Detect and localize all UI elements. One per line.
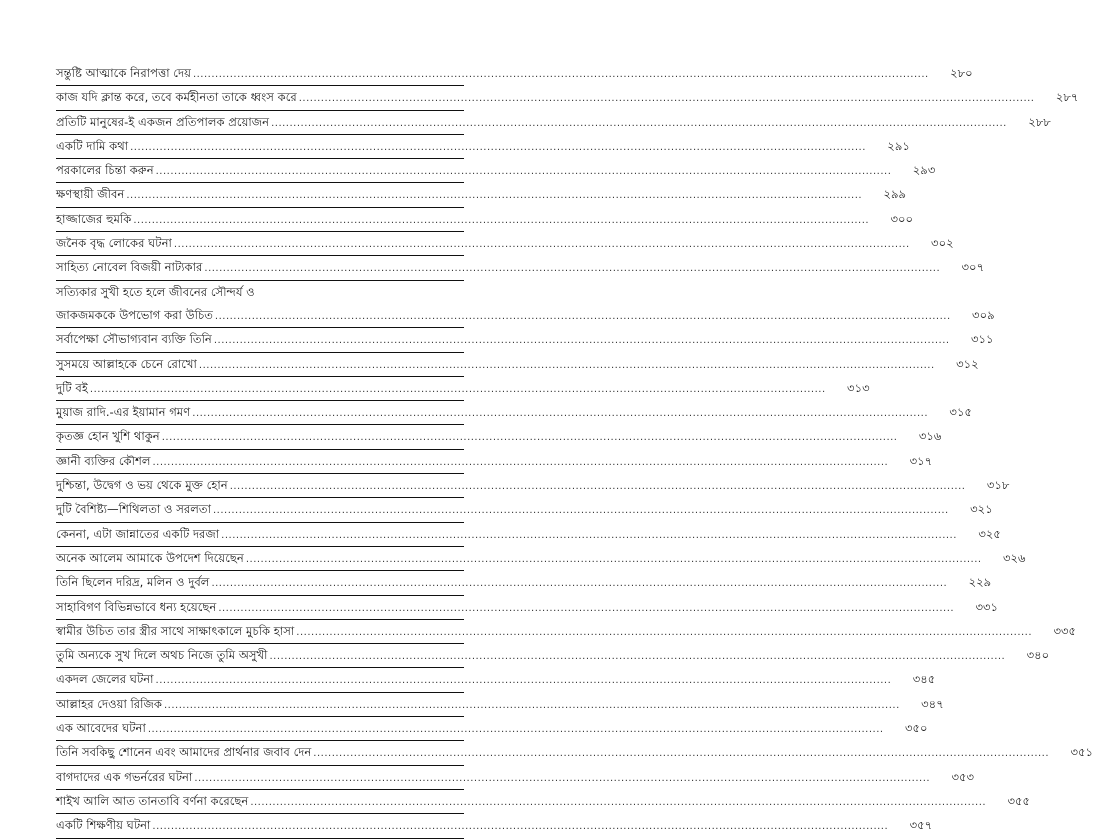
toc-entry xyxy=(56,256,985,280)
toc-entry xyxy=(56,208,914,232)
toc-entry xyxy=(56,766,975,790)
toc-entry-page-number: ২৯১ xyxy=(887,138,910,153)
dot-leader: ........................................................................................................................................................................................................ xyxy=(133,214,870,226)
dot-leader: ........................................................................................................................................................................................................ xyxy=(194,772,931,784)
dot-leader: ........................................................................................................................................................................................................ xyxy=(164,699,900,711)
toc-entry-title: কেননা, এটা জান্নাতের একটি দরজা xyxy=(56,526,220,541)
toc-entry xyxy=(56,281,464,304)
toc-entry-page-number: ৩৪৭ xyxy=(921,696,944,711)
toc-entry xyxy=(56,644,1050,668)
toc-entry-title: কৃতজ্ঞ হোন খুশি থাকুন xyxy=(56,429,160,444)
toc-entry-title: একটি শিক্ষণীয় ঘটনা xyxy=(56,818,151,833)
toc-entry-title: কাজ যদি ক্লান্ত করে, তবে কর্মহীনতা তাকে ধ্বংস করে xyxy=(56,90,297,105)
toc-entry-title: একটি দামি কথা xyxy=(56,138,129,153)
toc-entry-title: জাকজমককে উপভোগ করা উচিত xyxy=(56,307,213,322)
dot-leader: ........................................................................................................................................................................................................ xyxy=(155,675,892,687)
toc-entry-page-number: ৩১৩ xyxy=(847,380,870,395)
toc-entry-page-number: ৩২৫ xyxy=(978,526,1001,541)
toc-entry-title: অনেক আলেম আমাকে উপদেশ দিয়েছেন xyxy=(56,550,244,565)
dot-leader: ........................................................................................................................................................................................................ xyxy=(192,408,929,420)
dot-leader: ........................................................................................................................................................................................................ xyxy=(212,505,949,517)
toc-entry xyxy=(56,547,1026,571)
toc-entry-page-number: ২৮৭ xyxy=(1055,90,1079,105)
toc-entry-page-number: ৩০২ xyxy=(931,236,954,251)
toc-entry-page-number: ৩৫৫ xyxy=(1007,793,1031,808)
toc-entry-page-number: ৩০০ xyxy=(890,211,914,226)
toc-entry-page-number: ৩৫১ xyxy=(1070,745,1093,760)
dot-leader: ........................................................................................................................................................................................................ xyxy=(198,359,935,371)
toc-entry-title: সর্বাপেক্ষা সৌভাগ্যবান ব্যক্তি তিনি xyxy=(56,332,212,347)
table-of-contents xyxy=(56,62,1093,839)
dot-leader: ........................................................................................................................................................................................................ xyxy=(250,796,987,808)
toc-entry xyxy=(56,135,910,159)
toc-entry xyxy=(56,232,954,256)
toc-entry-page-number: ৩০৯ xyxy=(972,307,995,322)
toc-entry xyxy=(56,814,933,838)
dot-leader: ........................................................................................................................................................................................................ xyxy=(218,602,955,614)
dot-leader: ........................................................................................................................................................................................................ xyxy=(211,578,948,590)
dot-leader: ........................................................................................................................................................................................................ xyxy=(298,93,1035,105)
dot-leader: ........................................................................................................................................................................................................ xyxy=(271,117,1007,129)
toc-entry-title: ক্ষণস্থায়ী জীবন xyxy=(56,187,125,202)
toc-entry-title: তিনি ছিলেন দরিদ্র, মলিন ও দুর্বল xyxy=(56,575,210,590)
toc-entry-title: দুটি বই xyxy=(56,380,88,395)
toc-entry-page-number: ৩১৬ xyxy=(918,429,942,444)
toc-entry-page-number: ৩৫০ xyxy=(904,721,928,736)
toc-entry-title: একদল জেলের ঘটনা xyxy=(56,672,154,687)
toc-entry-page-number: ২২৯ xyxy=(968,575,992,590)
toc-entry-page-number: ৩৫৩ xyxy=(951,769,975,784)
toc-entry xyxy=(56,620,1077,644)
toc-entry xyxy=(56,183,907,207)
toc-entry-title: প্রতিটি মানুষের-ই একজন প্রতিপালক প্রয়োজন xyxy=(56,114,270,129)
dot-leader: ........................................................................................................................................................................................................ xyxy=(296,626,1033,638)
toc-entry-title: স্বামীর উচিত তার স্ত্রীর সাথে সাক্ষাৎকালে মুচকি হাসা xyxy=(56,623,295,638)
toc-entry xyxy=(56,377,870,401)
toc-entry-title: তিনি সবকিছু শোনেন এবং আমাদের প্রার্থনার জবাব দেন xyxy=(56,745,312,760)
toc-entry-title: হাজ্জাজের হুমকি xyxy=(56,211,132,226)
toc-entry xyxy=(56,790,1031,814)
toc-entry xyxy=(56,741,1093,765)
toc-entry-page-number: ৩২১ xyxy=(970,502,993,517)
dot-leader: ........................................................................................................................................................................................................ xyxy=(126,190,863,202)
dot-leader: ........................................................................................................................................................................................................ xyxy=(152,821,889,833)
toc-entry-page-number: ৩৪০ xyxy=(1026,648,1050,663)
toc-entry-page-number: ২৯৯ xyxy=(883,187,907,202)
toc-entry-page-number: ৩১২ xyxy=(956,356,979,371)
toc-entry xyxy=(56,86,1079,110)
toc-entry-title: শাইখ আলি আত তানতাবি বর্ণনা করেছেন xyxy=(56,793,249,808)
dot-leader: ........................................................................................................................................................................................................ xyxy=(213,335,950,347)
toc-entry-title: বাগদাদের এক গভর্নরের ঘটনা xyxy=(56,769,193,784)
toc-entry-title: জনৈক বৃদ্ধ লোকের ঘটনা xyxy=(56,236,172,251)
toc-entry-page-number: ৩১৭ xyxy=(909,453,933,468)
toc-entry-page-number: ৩৪৫ xyxy=(912,672,936,687)
toc-entry-title: তুমি অন্যকে সুখ দিলে অথচ নিজে তুমি অসুখী xyxy=(56,648,268,663)
dot-leader: ........................................................................................................................................................................................................ xyxy=(89,383,826,395)
toc-entry xyxy=(56,62,973,86)
toc-entry xyxy=(56,353,979,377)
toc-entry-page-number: ৩১৫ xyxy=(949,405,973,420)
toc-entry xyxy=(56,523,1001,547)
toc-entry-page-number: ৩১১ xyxy=(971,332,994,347)
toc-entry xyxy=(56,159,936,183)
toc-entry-title: মুয়াজ রাদি.-এর ইয়ামান গমণ xyxy=(56,405,191,420)
toc-entry-page-number: ৩৩৫ xyxy=(1053,623,1077,638)
toc-entry-title: সন্তুষ্টি আত্মাকে নিরাপত্তা দেয় xyxy=(56,66,191,80)
toc-entry-page-number: ২৮০ xyxy=(950,66,973,80)
toc-entry xyxy=(56,668,936,692)
dot-leader: ........................................................................................................................................................................................................ xyxy=(147,724,884,736)
dot-leader: ........................................................................................................................................................................................................ xyxy=(221,529,957,541)
toc-entry xyxy=(56,474,1010,498)
dot-leader: ........................................................................................................................................................................................................ xyxy=(229,481,966,493)
dot-leader: ........................................................................................................................................................................................................ xyxy=(313,748,1050,760)
toc-entry xyxy=(56,304,995,328)
toc-entry-title: এক আবেদের ঘটনা xyxy=(56,721,146,736)
dot-leader: ........................................................................................................................................................................................................ xyxy=(130,141,866,153)
toc-entry xyxy=(56,425,942,449)
toc-entry xyxy=(56,596,999,620)
toc-entry xyxy=(56,498,993,522)
dot-leader: ........................................................................................................................................................................................................ xyxy=(245,553,982,565)
toc-entry-title: দুটি বৈশিষ্ট্য—শিথিলতা ও সরলতা xyxy=(56,502,211,517)
toc-entry-title: দুশ্চিন্তা, উদ্বেগ ও ভয় থেকে মুক্ত হোন xyxy=(56,478,228,493)
toc-entry-title: পরকালের চিন্তা করুন xyxy=(56,163,154,178)
toc-entry xyxy=(56,693,944,717)
dot-leader: ........................................................................................................................................................................................................ xyxy=(192,69,929,80)
toc-entry xyxy=(56,717,928,741)
toc-entry xyxy=(56,571,992,595)
toc-entry-title: জ্ঞানী ব্যক্তির কৌশল xyxy=(56,453,151,468)
dot-leader: ........................................................................................................................................................................................................ xyxy=(173,239,910,251)
toc-entry-title: সাহিত্য নোবেল বিজয়ী নাট্যকার xyxy=(56,260,203,275)
toc-entry xyxy=(56,401,973,425)
toc-entry xyxy=(56,328,994,352)
toc-entry-title: সত্যিকার সুখী হতে হলে জীবনের সৌন্দর্য ও xyxy=(56,284,255,299)
dot-leader: ........................................................................................................................................................................................................ xyxy=(214,310,951,322)
toc-entry xyxy=(56,111,1051,135)
dot-leader: ........................................................................................................................................................................................................ xyxy=(269,651,1006,663)
toc-entry-page-number: ৩০৭ xyxy=(961,260,985,275)
toc-entry-title: সুসময়ে আল্লাহকে চেনে রোখো xyxy=(56,356,197,371)
toc-entry-page-number: ২৯৩ xyxy=(912,163,936,178)
toc-entry-page-number: ৩৩১ xyxy=(975,599,999,614)
toc-entry-title: আল্লাহর দেওয়া রিজিক xyxy=(56,696,162,711)
dot-leader: ........................................................................................................................................................................................................ xyxy=(161,432,898,444)
toc-entry-title: সাহাবিগণ বিভিন্নভাবে ধন্য হয়েছেন xyxy=(56,599,217,614)
toc-entry-page-number: ৩১৮ xyxy=(986,478,1010,493)
toc-entry-page-number: ৩৫৭ xyxy=(909,818,933,833)
toc-entry xyxy=(56,450,933,474)
toc-entry-page-number: ৩২৬ xyxy=(1002,550,1026,565)
dot-leader: ........................................................................................................................................................................................................ xyxy=(204,263,941,275)
dot-leader: ........................................................................................................................................................................................................ xyxy=(155,166,892,178)
toc-entry-page-number: ২৮৮ xyxy=(1028,114,1051,129)
dot-leader: ........................................................................................................................................................................................................ xyxy=(152,456,889,468)
